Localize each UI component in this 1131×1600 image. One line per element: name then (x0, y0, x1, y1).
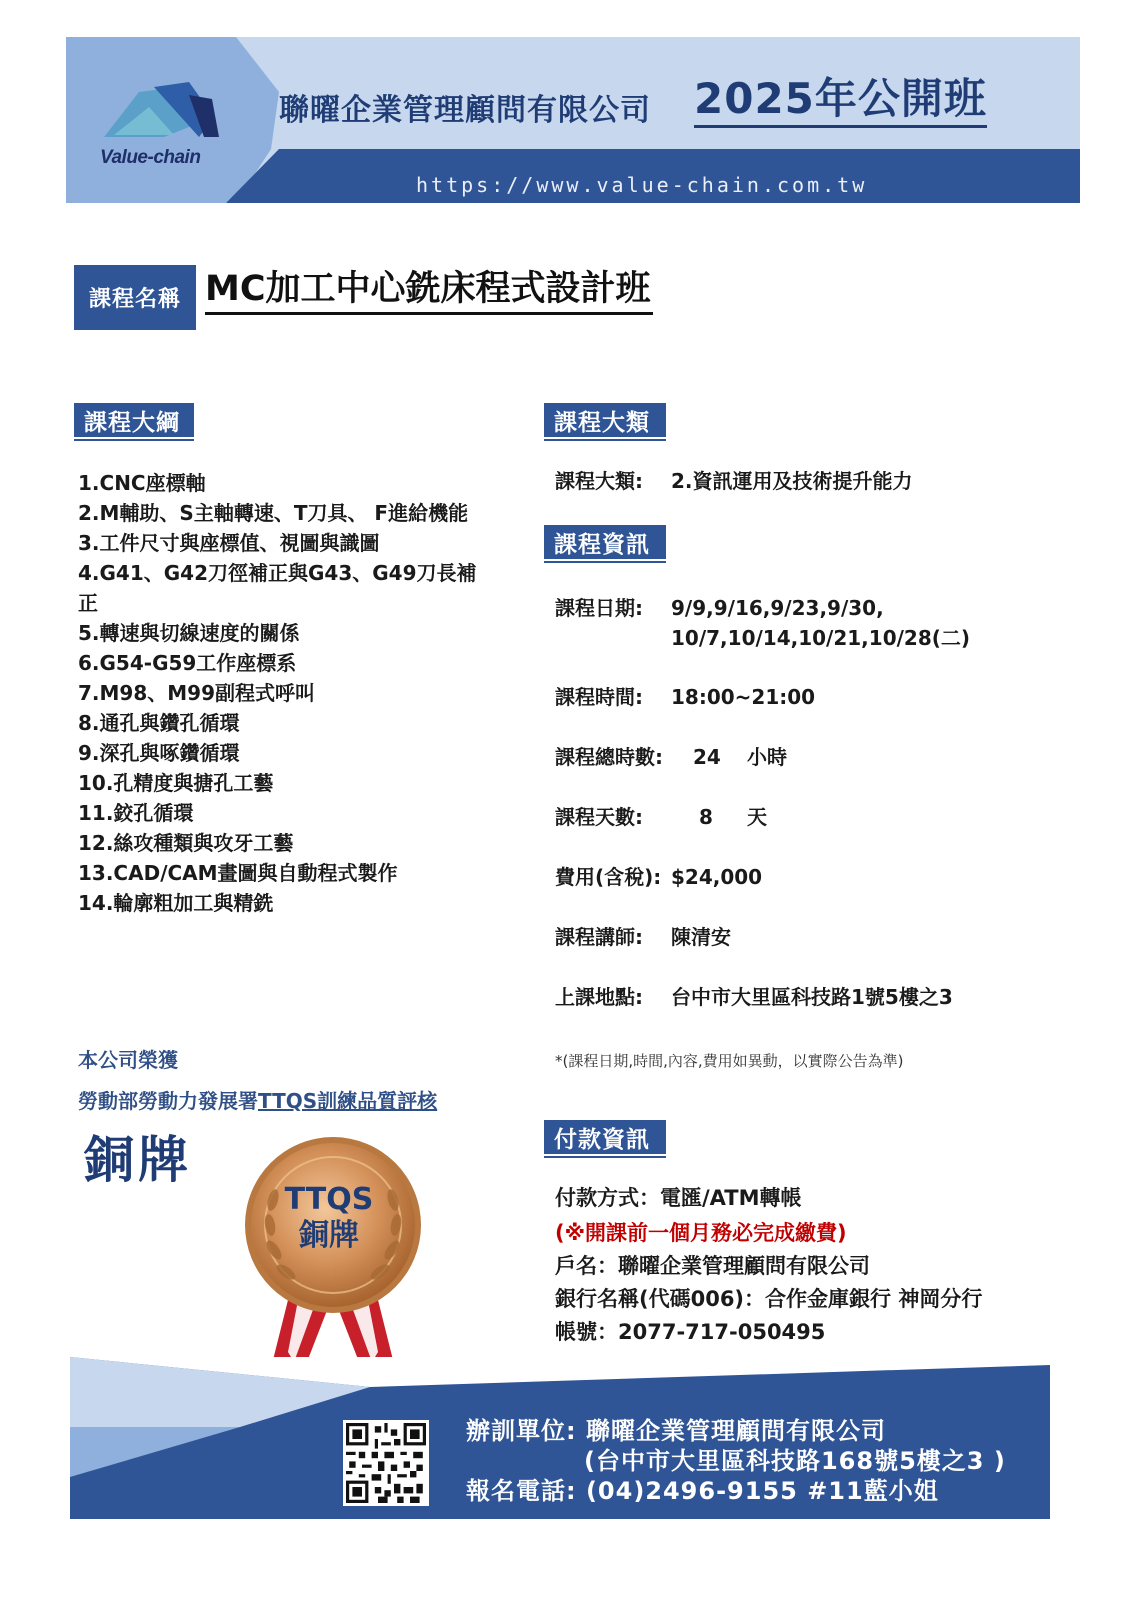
account-number: 帳號：2077-717-050495 (555, 1320, 826, 1344)
company-title: 聯曜企業管理顧問有限公司 (279, 93, 651, 128)
bronze-title: 銅牌 (84, 1131, 192, 1189)
outline-item: 13.CAD/CAM畫圖與自動程式製作 (78, 861, 398, 885)
award-line2 (78, 1085, 437, 1114)
payment-warning: (※開課前一個月務必完成繳費) (555, 1221, 847, 1245)
outline-heading: 課程大綱 (74, 403, 194, 437)
date-label: 課程日期: (555, 596, 643, 620)
bank-name: 銀行名稱(代碼006)：合作金庫銀行 神岡分行 (555, 1287, 983, 1311)
teacher-row (555, 923, 731, 951)
account-name: 戶名：聯曜企業管理顧問有限公司 (555, 1254, 870, 1278)
date-value-line1: 9/9,9/16,9/23,9/30, (671, 596, 884, 620)
outline-item: 5.轉速與切線速度的關係 (78, 621, 300, 645)
outline-item: 2.M輔助、S主軸轉速、T刀具、 F進給機能 (78, 501, 469, 525)
category-heading: 課程大類 (544, 403, 666, 437)
outline-item: 9.深孔與啄鑽循環 (78, 741, 240, 765)
teacher-label: 課程講師: (555, 925, 643, 949)
award-line2-prefix: 勞動部勞動力發展署 (78, 1089, 258, 1113)
outline-item: 8.通孔與鑽孔循環 (78, 711, 240, 735)
outline-item: 4.G41、G42刀徑補正與G43、G49刀長補 (78, 561, 477, 585)
fee-row (555, 863, 763, 891)
outline-item: 6.G54-G59工作座標系 (78, 651, 297, 675)
info-note: *(課程日期,時間,內容,費用如異動，以實際公告為準) (555, 1052, 904, 1070)
course-name-label: 課程名稱 (74, 265, 196, 330)
medal-text-line1: TTQS (284, 1182, 374, 1217)
medal-text (238, 1182, 420, 1254)
days-unit: 天 (747, 805, 767, 829)
award-line1: 本公司榮獲 (78, 1048, 178, 1072)
year-title: 2025年公開班 (694, 73, 987, 128)
outline-list (78, 468, 508, 918)
date-row (555, 594, 971, 650)
outline-item: 14.輪廓粗加工與精銑 (78, 891, 274, 915)
days-label: 課程天數: (555, 805, 643, 829)
outline-item: 11.鉸孔循環 (78, 801, 194, 825)
footer-phone: 報名電話: (04)2496-9155 #11藍小姐 (466, 1477, 939, 1505)
award-line2-underlined: TTQS訓練品質評核 (258, 1089, 438, 1113)
website-link[interactable]: https://www.value-chain.com.tw (416, 173, 868, 197)
header-banner (66, 37, 1080, 203)
outline-item: 1.CNC座標軸 (78, 471, 206, 495)
outline-item: 正 (78, 591, 98, 615)
footer-organizer: 辦訓單位: 聯曜企業管理顧問有限公司 (466, 1417, 886, 1445)
time-row (555, 683, 816, 711)
hours-row (555, 743, 787, 771)
location-label: 上課地點: (555, 985, 643, 1009)
hours-unit: 小時 (747, 745, 787, 769)
info-heading: 課程資訊 (544, 525, 666, 559)
outline-item: 10.孔精度與搪孔工藝 (78, 771, 274, 795)
time-label: 課程時間: (555, 685, 643, 709)
category-value: 2.資訊運用及技術提升能力 (671, 469, 913, 493)
fee-value: $24,000 (671, 865, 763, 889)
days-row (555, 803, 767, 831)
time-value: 18:00~21:00 (671, 685, 816, 709)
course-name: MC加工中心銑床程式設計班 (205, 266, 653, 315)
footer-address: (台中市大里區科技路168號5樓之3 ) (584, 1447, 1006, 1475)
location-value: 台中市大里區科技路1號5樓之3 (671, 985, 953, 1009)
hours-label: 課程總時數: (555, 745, 663, 769)
date-value-line2: 10/7,10/14,10/21,10/28(二) (671, 626, 971, 650)
outline-item: 12.絲攻種類與攻牙工藝 (78, 831, 294, 855)
payment-heading: 付款資訊 (544, 1120, 666, 1154)
logo-text: Value-chain (100, 147, 201, 168)
qr-code-icon[interactable] (343, 1420, 429, 1506)
medal-text-line2: 銅牌 (299, 1218, 359, 1253)
teacher-value: 陳清安 (671, 925, 731, 949)
outline-item: 3.工件尺寸與座標值、視圖與識圖 (78, 531, 380, 555)
hours-value: 24 (693, 745, 721, 769)
category-row (555, 467, 913, 495)
days-value: 8 (699, 805, 713, 829)
fee-label: 費用(含稅): (555, 865, 662, 889)
location-row (555, 983, 953, 1011)
payment-method: 付款方式：電匯/ATM轉帳 (555, 1186, 802, 1210)
outline-item: 7.M98、M99副程式呼叫 (78, 681, 315, 705)
category-label: 課程大類: (555, 469, 643, 493)
